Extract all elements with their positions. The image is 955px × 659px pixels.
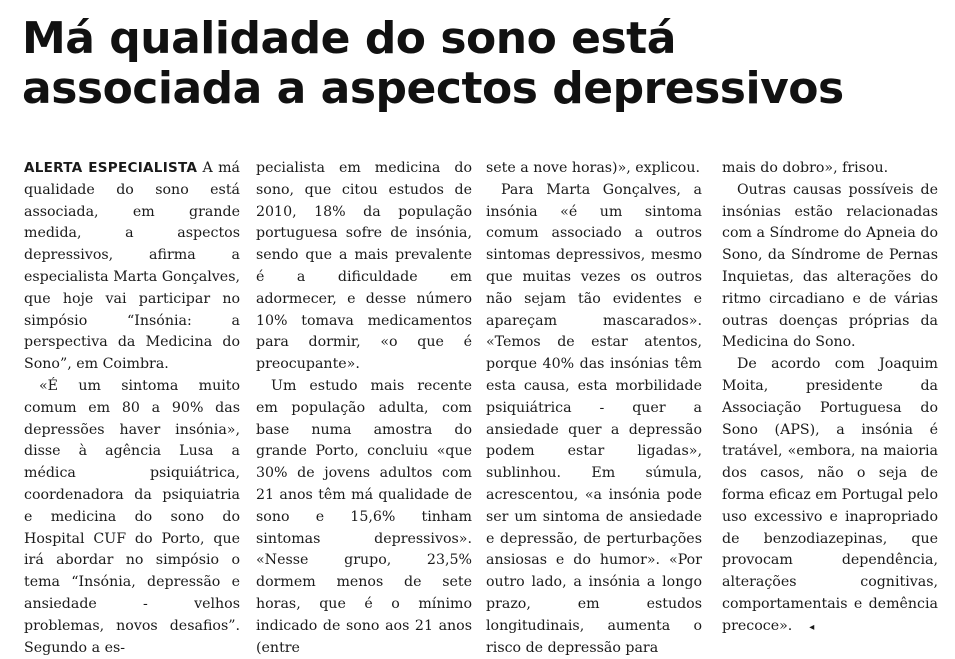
article-paragraph: pecialista em medicina do sono, que citou estudos de 2010, 18% da população portuguesa sofre de insónia, sendo que a mais prevalente é a dificuldade em adormecer, e desse número 10% tomava medicamentos para dormir, «o que é preocupante». <box>256 160 472 373</box>
paragraph-text: De acordo com Joaquim Moita, presidente da Associação Portuguesa do Sono (APS), a insónia é tratável, «embora, na maioria dos casos, não o seja de forma eficaz em Portugal pelo uso excessivo e inapropriado de benzodiazepinas, que provocam dependência, alterações cognitivas, comportamentais e demência precoce». <box>722 356 938 634</box>
article-column-3 <box>486 158 702 659</box>
article-column-2 <box>256 158 472 659</box>
article-paragraph <box>722 354 938 638</box>
article-paragraph: «É um sintoma muito comum em 80 a 90% das depressões haver insónia», disse à agência Lusa a médica psiquiátrica, coordenadora da psiquiatria e medicina do sono do Hospital CUF do Porto, que irá abordar no simpósio o tema “Insónia, depressão e ansiedade - velhos problemas, novos desafios”. Segundo a es- <box>24 377 240 656</box>
paragraph-text: A má qualidade do sono está associada, em grande medida, a aspectos depressivos, afirma a especialista Marta Gonçalves, que hoje vai participar no simpósio “Insónia: a perspectiva da Medicina do Sono”, em Coimbra. <box>24 160 240 373</box>
headline <box>22 14 942 114</box>
article-column-1 <box>24 158 240 659</box>
headline-line-2: associada a aspectos depressivos <box>22 63 844 114</box>
article-paragraph: Outras causas possíveis de insónias estão relacionadas com a Síndrome do Apneia do Sono, da Síndrome de Pernas Inquietas, das alterações do ritmo circadiano e de várias outras doenças próprias da Medicina do Sono. <box>722 181 938 351</box>
article-column-4 <box>722 158 938 639</box>
article-paragraph <box>24 158 240 376</box>
kicker: ALERTA ESPECIALISTA <box>24 160 198 176</box>
article-paragraph: mais do dobro», frisou. <box>722 160 889 176</box>
article-paragraph: Um estudo mais recente em população adulta, com base numa amostra do grande Porto, concluiu «que 30% de jovens adultos com 21 anos têm má qualidade de sono e 15,6% tinham sintomas depressivos». «Nesse grupo, 23,5% dormem menos de sete horas, que é o mínimo indicado de sono aos 21 anos (entre <box>256 377 472 656</box>
end-of-article-icon: ◂ <box>809 621 815 633</box>
article-paragraph: sete a nove horas)», explicou. <box>486 160 700 176</box>
headline-line-1: Má qualidade do sono está <box>22 13 676 64</box>
article-paragraph: Para Marta Gonçalves, a insónia «é um sintoma comum associado a outros sintomas depressivos, mesmo que muitas vezes os outros não sejam tão evidentes e apareçam mascarados». «Temos de estar atentos, porque 40% das insónias têm esta causa, esta morbilidade psiquiátrica - quer a ansiedade quer a depressão podem estar ligadas», sublinhou. Em súmula, acrescentou, «a insónia pode ser um sintoma de ansiedade e depressão, de perturbações ansiosas e do humor». «Por outro lado, a insónia a longo prazo, em estudos longitudinais, aumenta o risco de depressão para <box>486 181 702 656</box>
